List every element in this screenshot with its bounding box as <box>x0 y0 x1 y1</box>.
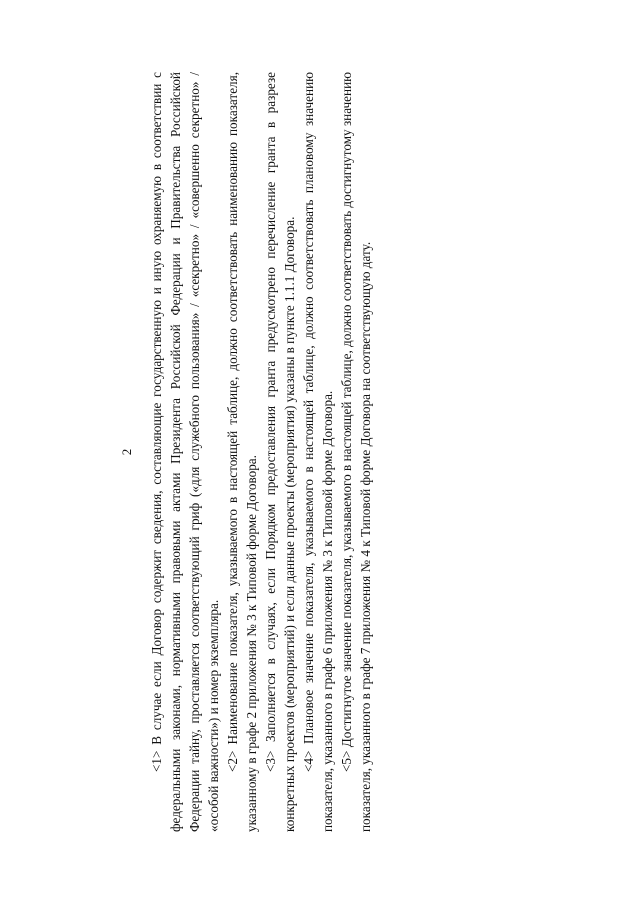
footnote-5 <box>337 72 375 832</box>
footnote-4 <box>299 72 337 832</box>
footnote-text: Достигнутое значение показателя, указываемого в настоящей таблице, должно соответствовать достигнутому значению показателя, указанного в графе 7 приложения № 4 к Типовой форме Договора на соответствующую дату. <box>339 71 373 832</box>
footnote-marker: <5> <box>339 750 354 772</box>
rotated-page-content <box>105 52 535 852</box>
page-number: 2 <box>119 448 134 456</box>
footnote-3 <box>261 72 299 832</box>
footnote-2 <box>223 72 261 832</box>
footnote-marker: <1> <box>149 750 164 772</box>
footnote-text: Заполняется в случаях, если Порядком предоставления гранта предусмотрено перечисление гранта в разрезе конкретных проектов (мероприятий) и если данные проекты (мероприятия) указаны в пункте 1.1.1 Договора. <box>263 71 297 832</box>
footnote-marker: <2> <box>225 750 240 772</box>
footnote-text: В случае если Договор содержит сведения, составляющие государственную и иную охраняемую в соответствии с федеральными законами, нормативными правовыми актами Президента Российской Федерации и Правительства Российской Федерации тайну, проставляется соответствующий гриф («для служебного пользования» / «секретно» / «совершенно секретно» / «особой важности») и номер экземпляра. <box>149 72 221 832</box>
footnotes <box>147 72 375 832</box>
footnote-text: Наименование показателя, указываемого в настоящей таблице, должно соответствовать наименованию показателя, указанному в графе 2 приложения № 3 к Типовой форме Договора. <box>225 72 259 832</box>
footnote-1 <box>147 72 223 832</box>
footnote-marker: <4> <box>301 750 316 772</box>
footnote-text: Плановое значение показателя, указываемого в настоящей таблице, должно соответствовать плановому значению показателя, указанного в графе 6 приложения № 3 к Типовой форме Договора. <box>301 72 335 832</box>
footnote-marker: <3> <box>263 750 278 772</box>
